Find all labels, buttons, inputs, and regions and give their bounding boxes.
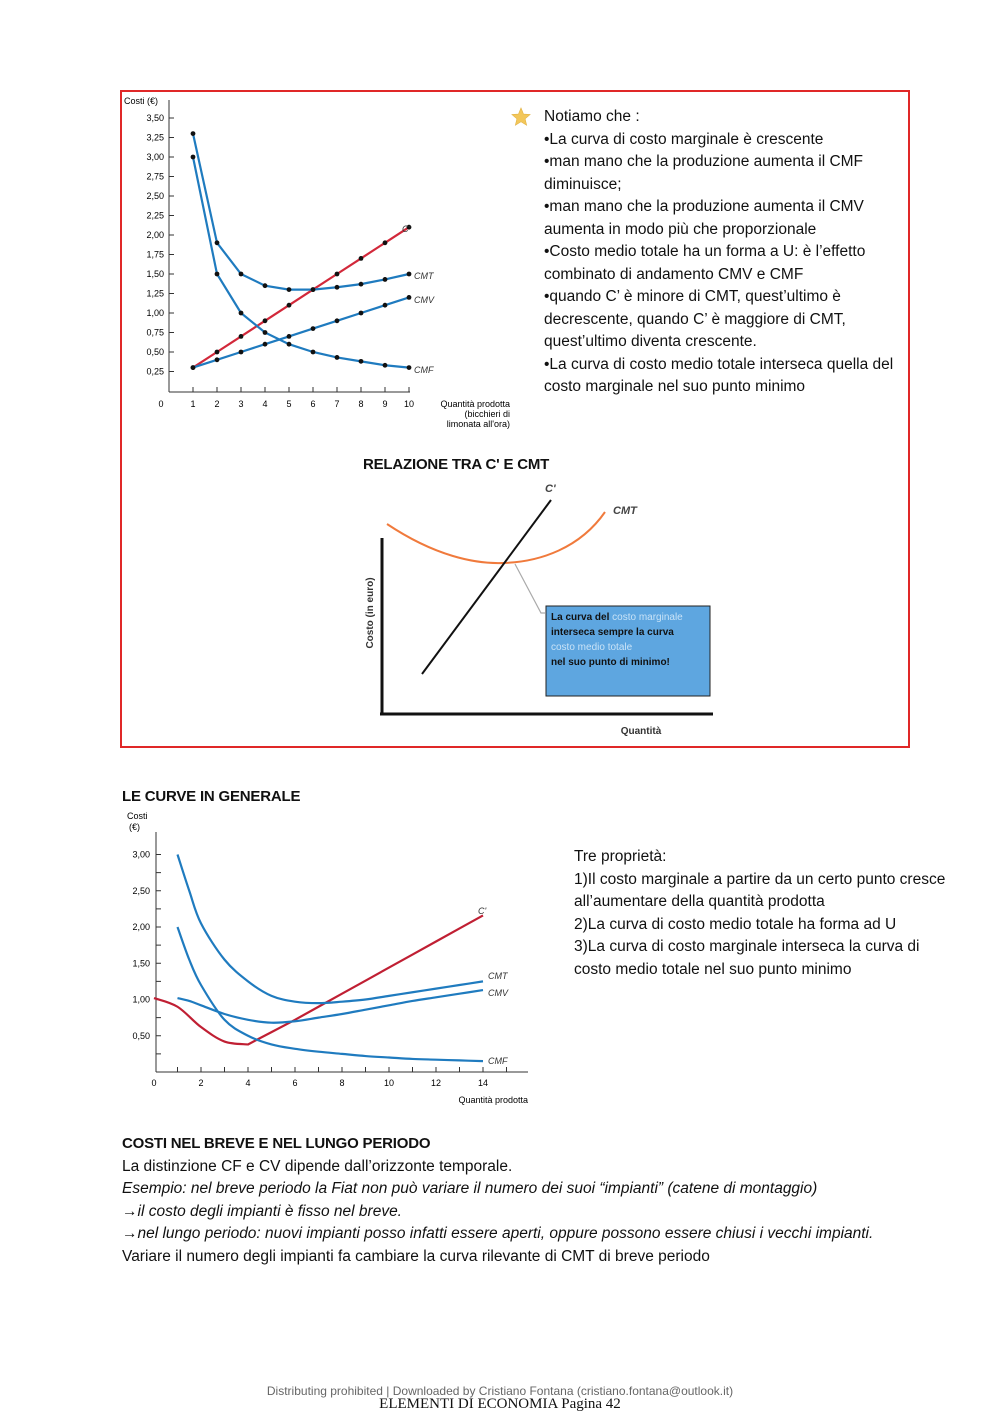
top-data-point bbox=[239, 272, 244, 277]
top-data-point bbox=[359, 282, 364, 287]
top-chart-xlabel-3: limonata all'ora) bbox=[446, 419, 510, 429]
cost-curves-chart bbox=[120, 92, 520, 437]
top-data-point bbox=[215, 350, 220, 355]
general-chart-series bbox=[154, 855, 483, 1062]
star-icon bbox=[510, 106, 532, 128]
general-heading: LE CURVE IN GENERALE bbox=[122, 788, 301, 805]
relation-cmt-curve bbox=[387, 512, 605, 563]
top-data-point bbox=[311, 350, 316, 355]
top-data-point bbox=[311, 326, 316, 331]
top-chart-series bbox=[191, 131, 412, 370]
general-y-tick-label: 0,50 bbox=[132, 1030, 150, 1041]
top-data-point bbox=[359, 311, 364, 316]
top-data-point bbox=[263, 342, 268, 347]
general-y-tick-label: 1,50 bbox=[132, 958, 150, 969]
top-series-cmt bbox=[193, 134, 409, 290]
notes-title: Notiamo che : bbox=[544, 108, 640, 125]
top-chart-xlabel-1: Quantità prodotta bbox=[440, 399, 510, 409]
top-x-tick-label: 0 bbox=[158, 399, 164, 409]
top-x-tick-label: 9 bbox=[382, 399, 388, 409]
top-y-tick-label: 0,25 bbox=[146, 366, 164, 377]
top-y-tick-label: 2,75 bbox=[146, 171, 164, 182]
general-series-cp bbox=[154, 915, 483, 1044]
top-data-point bbox=[335, 272, 340, 277]
general-y-tick-label: 3,00 bbox=[132, 849, 150, 860]
general-label-cmv: CMV bbox=[488, 988, 508, 998]
notes-item: •La curva di costo medio totale interseca quella del costo marginale nel suo punto minimo bbox=[544, 355, 894, 395]
short-long-section bbox=[122, 1133, 962, 1268]
notes-item: •La curva di costo marginale è crescente bbox=[544, 130, 824, 148]
top-data-point bbox=[287, 287, 292, 292]
short-long-arrow-2: →nel lungo periodo: nuovi impianti posso infatti essere aperti, oppure possono essere chiusi i vecchi impianti. bbox=[122, 1225, 874, 1242]
general-x-tick-label: 10 bbox=[383, 1078, 395, 1088]
short-long-arrow-1: →il costo degli impianti è fisso nel breve. bbox=[122, 1202, 402, 1220]
notes-item: •man mano che la produzione aumenta il CMF diminuisce; bbox=[544, 153, 864, 193]
top-data-point bbox=[287, 303, 292, 308]
top-series-cmv bbox=[193, 297, 409, 367]
top-data-point bbox=[407, 272, 412, 277]
top-y-tick-label: 1,00 bbox=[146, 308, 164, 318]
general-label-c: C' bbox=[478, 906, 487, 916]
general-y-tick-label: 2,50 bbox=[132, 885, 150, 896]
general-label-cmf: CMF bbox=[488, 1056, 508, 1066]
top-data-point bbox=[383, 277, 388, 282]
top-x-tick-label: 1 bbox=[190, 399, 196, 409]
relation-ylabel: Costo (in euro) bbox=[365, 577, 376, 649]
top-y-tick-label: 2,50 bbox=[146, 191, 164, 201]
top-data-point bbox=[191, 365, 196, 370]
top-y-tick-label: 2,25 bbox=[146, 210, 164, 221]
properties-item: 1)Il costo marginale a partire da un certo punto cresce all’aumentare della quantità prodotta bbox=[574, 870, 946, 910]
top-data-point bbox=[407, 295, 412, 300]
relation-chart-title: RELAZIONE TRA C' E CMT bbox=[363, 456, 550, 473]
notes-item: •man mano che la produzione aumenta il CMV aumenta in modo più che proporzionale bbox=[544, 198, 864, 238]
general-x-tick-label: 12 bbox=[430, 1078, 442, 1088]
relation-chart bbox=[355, 478, 725, 743]
general-curves-chart bbox=[120, 808, 540, 1108]
notes-block bbox=[544, 106, 914, 399]
top-data-point bbox=[335, 355, 340, 360]
top-data-point bbox=[287, 334, 292, 339]
top-data-point bbox=[359, 256, 364, 261]
top-data-point bbox=[383, 240, 388, 245]
general-chart-ylabel-1: Costi bbox=[127, 811, 148, 821]
relation-label-cmt: CMT bbox=[613, 505, 637, 517]
top-data-point bbox=[407, 365, 412, 370]
top-y-tick-label: 3,50 bbox=[146, 113, 164, 123]
top-series-cp bbox=[193, 227, 409, 367]
top-chart-label-cmt: CMT bbox=[414, 271, 434, 281]
footer-page: ELEMENTI DI ECONOMIA Pagina 42 bbox=[379, 1396, 621, 1412]
short-long-line: La distinzione CF e CV dipende dall’orizzonte temporale. bbox=[122, 1157, 513, 1175]
top-data-point bbox=[383, 363, 388, 368]
top-x-tick-label: 7 bbox=[334, 399, 340, 409]
general-chart-xlabel: Quantità prodotta bbox=[458, 1095, 528, 1105]
top-data-point bbox=[287, 342, 292, 347]
top-x-tick-label: 6 bbox=[310, 399, 316, 409]
top-data-point bbox=[263, 318, 268, 323]
general-x-tick-label: 8 bbox=[339, 1078, 345, 1088]
general-x-tick-label: 4 bbox=[245, 1078, 251, 1088]
top-data-point bbox=[311, 287, 316, 292]
callout-line-2: interseca sempre la curva bbox=[551, 627, 674, 638]
top-data-point bbox=[239, 350, 244, 355]
notes-item: •Costo medio totale ha un forma a U: è l’effetto combinato di andamento CMV e CMF bbox=[544, 243, 866, 283]
general-x-tick-label: 6 bbox=[292, 1078, 298, 1088]
short-long-line: Variare il numero degli impianti fa cambiare la curva rilevante di CMT di breve periodo bbox=[122, 1247, 710, 1265]
notes-item: •quando C’ è minore di CMT, quest’ultimo è decrescente, quando C’ è maggiore di CMT, quest’ultimo diventa crescente. bbox=[544, 288, 846, 350]
properties-title: Tre proprietà: bbox=[574, 848, 667, 865]
top-y-tick-label: 1,75 bbox=[146, 249, 164, 260]
top-chart-label-c: C' bbox=[402, 224, 411, 234]
top-data-point bbox=[335, 285, 340, 290]
top-chart-xlabel-2: (bicchieri di bbox=[464, 409, 510, 419]
callout-pointer bbox=[515, 564, 545, 613]
top-data-point bbox=[191, 155, 196, 160]
callout-line-3: costo medio totale bbox=[551, 642, 633, 653]
top-data-point bbox=[191, 131, 196, 136]
top-data-point bbox=[335, 318, 340, 323]
top-data-point bbox=[215, 272, 220, 277]
top-y-tick-label: 0,50 bbox=[146, 347, 164, 357]
general-chart-axes bbox=[132, 832, 528, 1088]
short-long-example: Esempio: nel breve periodo la Fiat non può variare il numero dei suoi “impianti” (catene di montaggio) bbox=[122, 1180, 818, 1197]
top-chart-label-cmf: CMF bbox=[414, 365, 434, 375]
top-y-tick-label: 2,00 bbox=[146, 230, 164, 240]
relation-label-c: C' bbox=[545, 483, 556, 495]
properties-item: 2)La curva di costo medio totale ha forma ad U bbox=[574, 915, 897, 933]
top-x-tick-label: 10 bbox=[403, 399, 415, 409]
callout-line-4: nel suo punto di minimo! bbox=[551, 657, 670, 668]
relation-xlabel: Quantità bbox=[620, 726, 662, 737]
top-data-point bbox=[239, 311, 244, 316]
top-x-tick-label: 2 bbox=[214, 399, 220, 409]
top-data-point bbox=[359, 359, 364, 364]
top-chart-ylabel: Costi (€) bbox=[124, 96, 159, 106]
callout-line-1: La curva del costo marginale bbox=[551, 612, 683, 623]
top-data-point bbox=[383, 303, 388, 308]
top-y-tick-label: 3,25 bbox=[146, 132, 164, 143]
general-chart-ylabel-2: (€) bbox=[129, 822, 140, 832]
general-series-cmt bbox=[178, 855, 487, 1004]
footer-notice: Distributing prohibited | Downloaded by Cristiano Fontana (cristiano.fontana@outlook.it) bbox=[266, 1384, 734, 1398]
relation-c-line bbox=[422, 500, 551, 674]
top-x-tick-label: 8 bbox=[358, 399, 364, 409]
top-data-point bbox=[263, 283, 268, 288]
general-x-tick-label: 14 bbox=[477, 1078, 489, 1088]
top-y-tick-label: 3,00 bbox=[146, 152, 164, 162]
general-y-tick-label: 1,00 bbox=[132, 994, 150, 1005]
top-x-tick-label: 5 bbox=[286, 399, 292, 409]
top-data-point bbox=[263, 330, 268, 335]
top-y-tick-label: 0,75 bbox=[146, 327, 164, 338]
top-y-tick-label: 1,25 bbox=[146, 288, 164, 299]
general-label-cmt: CMT bbox=[488, 971, 508, 981]
top-y-tick-label: 1,50 bbox=[146, 269, 164, 279]
general-x-tick-label: 2 bbox=[198, 1078, 204, 1088]
properties-block bbox=[574, 846, 954, 981]
properties-item: 3)La curva di costo marginale interseca la curva di costo medio totale nel suo punto minimo bbox=[574, 938, 920, 978]
general-x-tick-label: 0 bbox=[151, 1078, 157, 1088]
top-series-cmf bbox=[193, 157, 409, 368]
top-data-point bbox=[215, 240, 220, 245]
top-x-tick-label: 3 bbox=[238, 399, 244, 409]
top-data-point bbox=[239, 334, 244, 339]
top-data-point bbox=[215, 357, 220, 362]
short-long-heading: COSTI NEL BREVE E NEL LUNGO PERIODO bbox=[122, 1135, 431, 1152]
general-y-tick-label: 2,00 bbox=[132, 922, 150, 932]
top-chart-label-cmv: CMV bbox=[414, 295, 434, 305]
top-x-tick-label: 4 bbox=[262, 399, 268, 409]
